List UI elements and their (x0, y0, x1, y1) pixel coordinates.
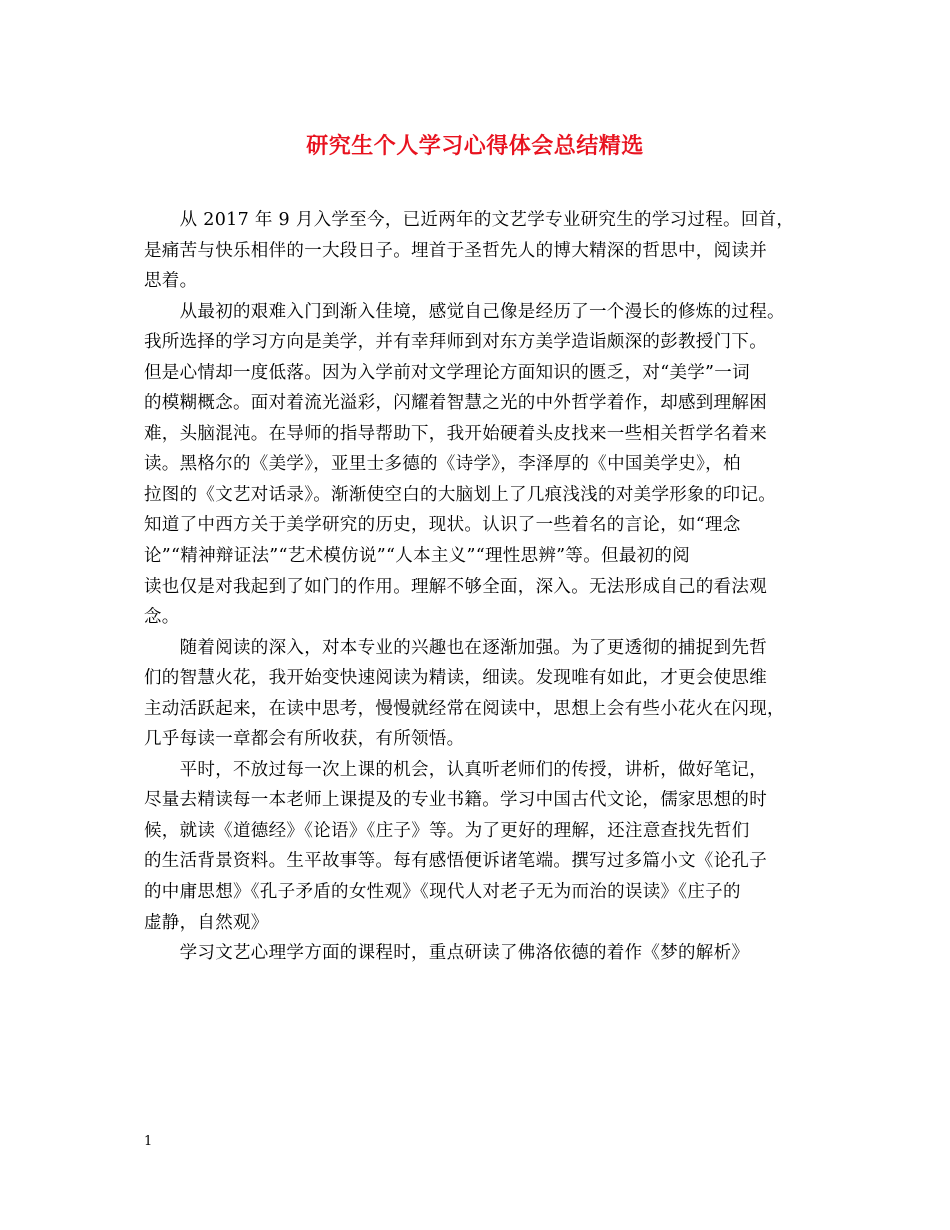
text-line: 我所选择的学习方向是美学，并有幸拜师到对东方美学造诣颇深的彭教授门下。 (144, 332, 767, 353)
text-line: 读。黑格尔的《美学》，亚里士多德的《诗学》，李泽厚的《中国美学史》，柏 (144, 454, 741, 475)
text-line: 拉图的《文艺对话录》。渐渐使空白的大脑划上了几痕浅浅的对美学形象的印记。 (144, 484, 777, 505)
text-line: 从最初的艰难入门到渐入佳境，感觉自己像是经历了一个漫长的修炼的过程。 (144, 301, 785, 322)
text-line: 从 2017 年 9 月入学至今，已近两年的文艺学专业研究生的学习过程。回首， (144, 210, 795, 230)
text-line: 是痛苦与快乐相伴的一大段日子。埋首于圣哲先人的博大精深的哲思中，阅读并 (144, 240, 767, 261)
text-line: 但是心情却一度低落。因为入学前对文学理论方面知识的匮乏，对“美学”一词 (144, 362, 750, 383)
text-line: 难，头脑混沌。在导师的指导帮助下，我开始硬着头皮找来一些相关哲学名着来 (144, 423, 767, 444)
text-line: 几乎每读一章都会有所收获，有所领悟。 (144, 729, 465, 750)
text-line: 们的智慧火花，我开始变快速阅读为精读，细读。发现唯有如此，才更会使思维 (144, 668, 767, 689)
text-line: 平时，不放过每一次上课的机会，认真听老师们的传授，讲析，做好笔记， (144, 759, 767, 780)
text-line: 念。 (144, 607, 180, 628)
text-line: 随着阅读的深入，对本专业的兴趣也在逐渐加强。为了更透彻的捕捉到先哲 (144, 637, 767, 658)
text-line: 学习文艺心理学方面的课程时，重点研读了佛洛依德的着作《梦的解析》 (144, 943, 750, 964)
text-line: 的中庸思想》《孔子矛盾的女性观》《现代人对老子无为而治的误读》《庄子的 (144, 882, 741, 903)
document-title: 研究生个人学习心得体会总结精选 (306, 133, 644, 159)
text-line: 虚静，自然观》 (144, 912, 269, 933)
text-line: 读也仅是对我起到了如门的作用。理解不够全面，深入。无法形成自己的看法观 (144, 576, 767, 597)
body-text (144, 205, 819, 969)
text-line: 论”“精神辩证法”“艺术模仿说”“人本主义”“理性思辨”等。但最初的阅 (144, 546, 691, 567)
text-line: 尽量去精读每一本老师上课提及的专业书籍。学习中国古代文论，儒家思想的时 (144, 790, 767, 811)
text-line: 的模糊概念。面对着流光溢彩，闪耀着智慧之光的中外哲学着作，却感到理解困 (144, 393, 767, 414)
text-line: 的生活背景资料。生平故事等。每有感悟便诉诸笔端。撰写过多篇小文《论孔子 (144, 851, 767, 872)
text-line: 主动活跃起来，在读中思考，慢慢就经常在阅读中，思想上会有些小花火在闪现， (144, 698, 785, 719)
page-number: 1 (144, 1134, 153, 1149)
text-line: 知道了中西方关于美学研究的历史，现状。认识了一些着名的言论，如“理念 (144, 515, 741, 536)
text-line: 思着。 (144, 271, 198, 292)
text-line: 候，就读《道德经》《论语》《庄子》等。为了更好的理解，还注意查找先哲们 (144, 820, 750, 841)
